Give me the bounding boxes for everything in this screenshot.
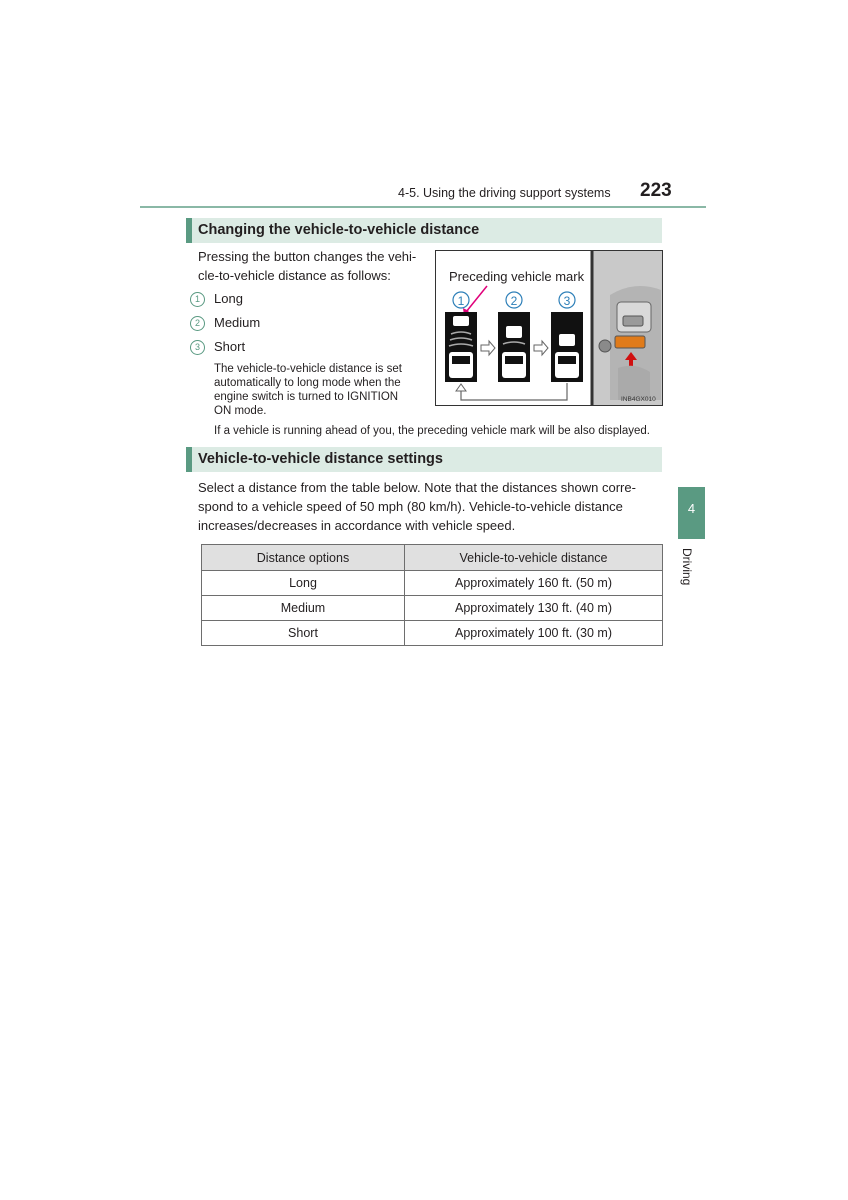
svg-text:1: 1 — [457, 294, 465, 308]
chapter-tab: 4 — [678, 487, 705, 539]
list-item — [190, 290, 243, 308]
column-header: Vehicle-to-vehicle distance — [405, 545, 663, 571]
table-row — [202, 571, 663, 596]
page-number: 223 — [640, 180, 672, 201]
preceding-vehicle-mark-callout: Preceding vehicle mark — [449, 269, 585, 284]
circled-number-3: 3 — [190, 340, 205, 355]
table-cell: Medium — [202, 596, 405, 621]
intro-line-1: Pressing the button changes the vehi- — [198, 249, 417, 264]
list-item-label: Long — [214, 291, 243, 306]
distance-illustration-svg — [435, 250, 663, 406]
intro-line-2: cle-to-vehicle distance as follows: — [198, 268, 391, 283]
list-item — [190, 314, 260, 332]
svg-text:2: 2 — [510, 294, 518, 308]
header-divider — [140, 206, 706, 208]
table-cell: Approximately 160 ft. (50 m) — [405, 571, 663, 596]
section-heading-distance-settings: Vehicle-to-vehicle distance settings — [186, 447, 662, 472]
chapter-tab-label: Driving — [680, 548, 694, 586]
circled-number-1: 1 — [190, 292, 205, 307]
illustration-code: INB4GX010 — [621, 396, 656, 403]
settings-paragraph: Select a distance from the table below. Note that the distances shown corre- spond to a vehicle speed of 50 mph (80 km/h). Vehicle-to-vehicle distance increases/decreases in accordance with vehicle speed. — [198, 480, 636, 533]
running-header-section: 4-5. Using the driving support systems — [398, 186, 611, 200]
list-item-label: Medium — [214, 315, 261, 330]
table-header-row — [202, 545, 663, 571]
list-item — [190, 338, 245, 356]
display-long — [445, 312, 477, 382]
distance-illustration — [435, 250, 663, 406]
table-cell: Short — [202, 621, 405, 646]
preceding-vehicle-note: If a vehicle is running ahead of you, the preceding vehicle mark will be also displayed. — [214, 425, 650, 437]
circled-number-2: 2 — [190, 316, 205, 331]
display-medium — [498, 312, 530, 382]
table-cell: Approximately 100 ft. (30 m) — [405, 621, 663, 646]
section-heading-changing-distance: Changing the vehicle-to-vehicle distance — [186, 218, 662, 243]
table-row — [202, 621, 663, 646]
distance-settings-table — [201, 544, 663, 646]
distance-switch-icon — [615, 336, 645, 348]
svg-text:3: 3 — [563, 294, 571, 308]
table-cell: Long — [202, 571, 405, 596]
table-cell: Approximately 130 ft. (40 m) — [405, 596, 663, 621]
column-header: Distance options — [202, 545, 405, 571]
auto-long-mode-note: The vehicle-to-vehicle distance is set automatically to long mode when the engine switch is turned to IGNITION ON mode. — [214, 363, 402, 417]
display-short — [551, 312, 583, 382]
table-row — [202, 596, 663, 621]
list-item-label: Short — [214, 339, 246, 354]
